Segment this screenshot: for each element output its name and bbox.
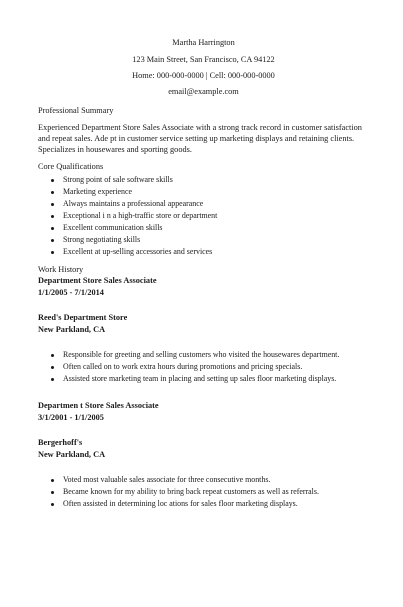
job-dates: 3/1/2001 - 1/1/2005 (38, 413, 104, 422)
duties-list (38, 349, 369, 385)
resume-page (0, 37, 403, 607)
employer-name: Bergerhoff's (38, 438, 83, 447)
list-item: Became known for my ability to bring back repeat customers as well as referrals. (38, 486, 369, 498)
employer-location: New Parkland, CA (38, 325, 106, 334)
list-item: Strong negotiating skills (38, 234, 369, 246)
list-item: Often assisted in determining loc ations for sales floor marketing displays. (38, 498, 369, 510)
job-title: Department Store Sales Associate (38, 276, 157, 285)
list-item: Voted most valuable sales associate for three consecutive months. (38, 474, 369, 486)
contact-header (38, 37, 369, 97)
list-item: Assisted store marketing team in placing and setting up sales floor marketing displays. (38, 373, 369, 385)
candidate-name: Martha Harrington (172, 38, 235, 47)
list-item: Marketing experience (38, 186, 369, 198)
email: email@example.com (168, 87, 239, 96)
job-entry (38, 400, 369, 510)
list-item: Strong point of sale software skills (38, 174, 369, 186)
job-title: Departmen t Store Sales Associate (38, 401, 159, 410)
list-item: Excellent communication skills (38, 222, 369, 234)
list-item: Responsible for greeting and selling customers who visited the housewares department. (38, 349, 369, 361)
employer-location: New Parkland, CA (38, 450, 106, 459)
duties-list (38, 474, 369, 510)
qualifications-heading: Core Qualifications (38, 162, 104, 171)
job-dates: 1/1/2005 - 7/1/2014 (38, 288, 104, 297)
list-item: Excellent at up-selling accessories and services (38, 246, 369, 258)
list-item: Always maintains a professional appearance (38, 198, 369, 210)
summary-heading: Professional Summary (38, 106, 114, 115)
summary-text: Experienced Department Store Sales Associate with a strong track record in customer satisfaction and repeat sales. Ade pt in customer service setting up marketing displays and retaining clients. Specializes in housewares and sporting goods. (38, 123, 362, 154)
address: 123 Main Street, San Francisco, CA 94122 (132, 55, 275, 64)
employer-name: Reed's Department Store (38, 313, 128, 322)
list-item: Often called on to work extra hours during promotions and pricing specials. (38, 361, 369, 373)
job-entry (38, 275, 369, 385)
work-history-heading: Work History (38, 265, 84, 274)
qualifications-list (38, 174, 369, 258)
list-item: Exceptional i n a high-traffic store or department (38, 210, 369, 222)
phone-numbers: Home: 000-000-0000 | Cell: 000-000-0000 (132, 71, 275, 80)
